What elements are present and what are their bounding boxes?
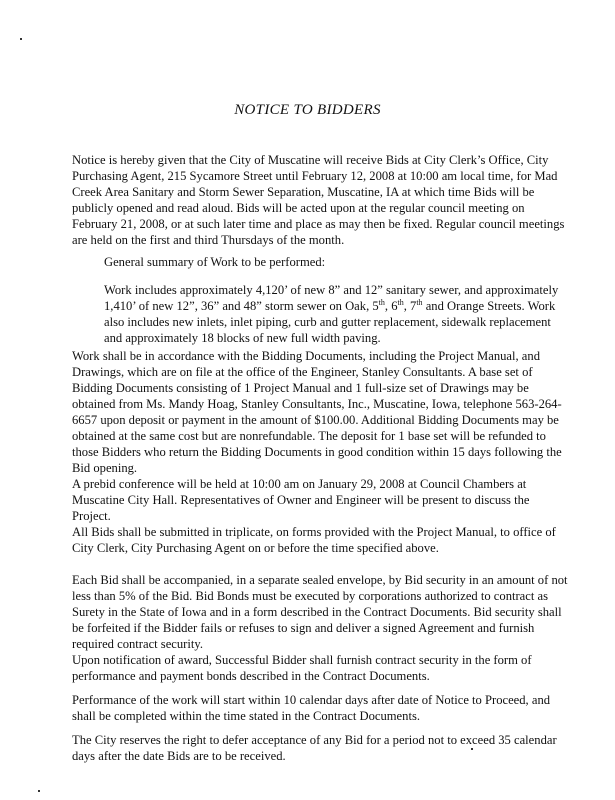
text-line: Purchasing Agent, 215 Sycamore Street until February 12, 2008 at 10:00 am local time, for Mad xyxy=(72,169,558,183)
summary-heading xyxy=(104,254,574,270)
text-line: less than 5% of the Bid. Bid Bonds must be executed by corporations authorized to contract as xyxy=(72,589,549,603)
text-line: publicly opened and read aloud. Bids will be acted upon at the regular council meeting on xyxy=(72,201,525,215)
text-line: Project. xyxy=(72,509,111,523)
submission-paragraph xyxy=(72,524,572,556)
text-line: The City reserves the right to defer acceptance of any Bid for a period not to exceed 35 calendar xyxy=(72,733,557,747)
text-line: Surety in the State of Iowa and in a form described in the Contract Documents. Bid security shall xyxy=(72,605,562,619)
bid-security-paragraph xyxy=(72,572,572,652)
performance-paragraph xyxy=(72,692,572,724)
text-line: required contract security. xyxy=(72,637,204,651)
prebid-paragraph xyxy=(72,476,572,524)
text-line: and approximately 18 blocks of new full width paving. xyxy=(104,331,381,345)
notice-paragraph xyxy=(72,152,572,248)
text-line: Muscatine City Hall. Representatives of Owner and Engineer will be present to discuss the xyxy=(72,493,530,507)
text-line: Bidding Documents consisting of 1 Project Manual and 1 full-size set of Drawings may be xyxy=(72,381,529,395)
text-line: Bid opening. xyxy=(72,461,138,475)
text-line: those Bidders who return the Bidding Documents in good condition within 15 days following the xyxy=(72,445,562,459)
text-line: performance and payment bonds described in the Contract Documents. xyxy=(72,669,430,683)
text-line: are held on the first and third Thursdays of the month. xyxy=(72,233,345,247)
text-line: Drawings, which are on file at the office of the Engineer, Stanley Consultants. A base set of xyxy=(72,365,533,379)
text-line: Creek Area Sanitary and Storm Sewer Separation, Muscatine, IA at which time Bids will be xyxy=(72,185,535,199)
documents-paragraph xyxy=(72,348,572,476)
text-line: be forfeited if the Bidder fails or refuses to sign and deliver a signed Agreement and furnish xyxy=(72,621,535,635)
text-line: Notice is hereby given that the City of Muscatine will receive Bids at City Clerk’s Office, City xyxy=(72,153,549,167)
document-title: NOTICE TO BIDDERS xyxy=(234,102,381,118)
text-line: Performance of the work will start within 10 calendar days after date of Notice to Proceed, and xyxy=(72,693,551,707)
text-line: obtained from Ms. Mandy Hoag, Stanley Consultants, Inc., Muscatine, Iowa, telephone 563-264- xyxy=(72,397,562,411)
text-line: Work shall be in accordance with the Bidding Documents, including the Project Manual, and xyxy=(72,349,540,363)
text-line: Upon notification of award, Successful Bidder shall furnish contract security in the form of xyxy=(72,653,532,667)
text-line: obtained at the same cost but are nonrefundable. The deposit for 1 base set will be refunded to xyxy=(72,429,546,443)
text-line: General summary of Work to be performed: xyxy=(104,255,326,269)
text-line: 1,410’ of new 12”, 36” and 48” storm sewer on Oak, 5th, 6th, 7th and Orange Streets. Work xyxy=(104,297,556,313)
scan-speck xyxy=(20,38,22,40)
text-line: City Clerk, City Purchasing Agent on or before the time specified above. xyxy=(72,541,439,555)
text-line: All Bids shall be submitted in triplicate, on forms provided with the Project Manual, to office of xyxy=(72,525,556,539)
deferral-paragraph xyxy=(72,732,572,764)
award-paragraph xyxy=(72,652,572,684)
text-line: Each Bid shall be accompanied, in a separate sealed envelope, by Bid security in an amount of not xyxy=(72,573,568,587)
text-line: 6657 upon deposit or payment in the amount of $100.00. Additional Bidding Documents may be xyxy=(72,413,559,427)
text-line: February 21, 2008, or at such later time and place as may then be fixed. Regular council meetings xyxy=(72,217,565,231)
text-line: Work includes approximately 4,120’ of new 8” and 12” sanitary sewer, and approximately xyxy=(104,283,559,297)
text-line: days after the date Bids are to be received. xyxy=(72,749,286,763)
work-summary-paragraph xyxy=(104,282,574,346)
text-line: shall be completed within the time stated in the Contract Documents. xyxy=(72,709,420,723)
text-line: A prebid conference will be held at 10:00 am on January 29, 2008 at Council Chambers at xyxy=(72,477,527,491)
text-line: also includes new inlets, inlet piping, curb and gutter replacement, sidewalk replacement xyxy=(104,315,551,329)
scan-speck xyxy=(38,790,40,792)
